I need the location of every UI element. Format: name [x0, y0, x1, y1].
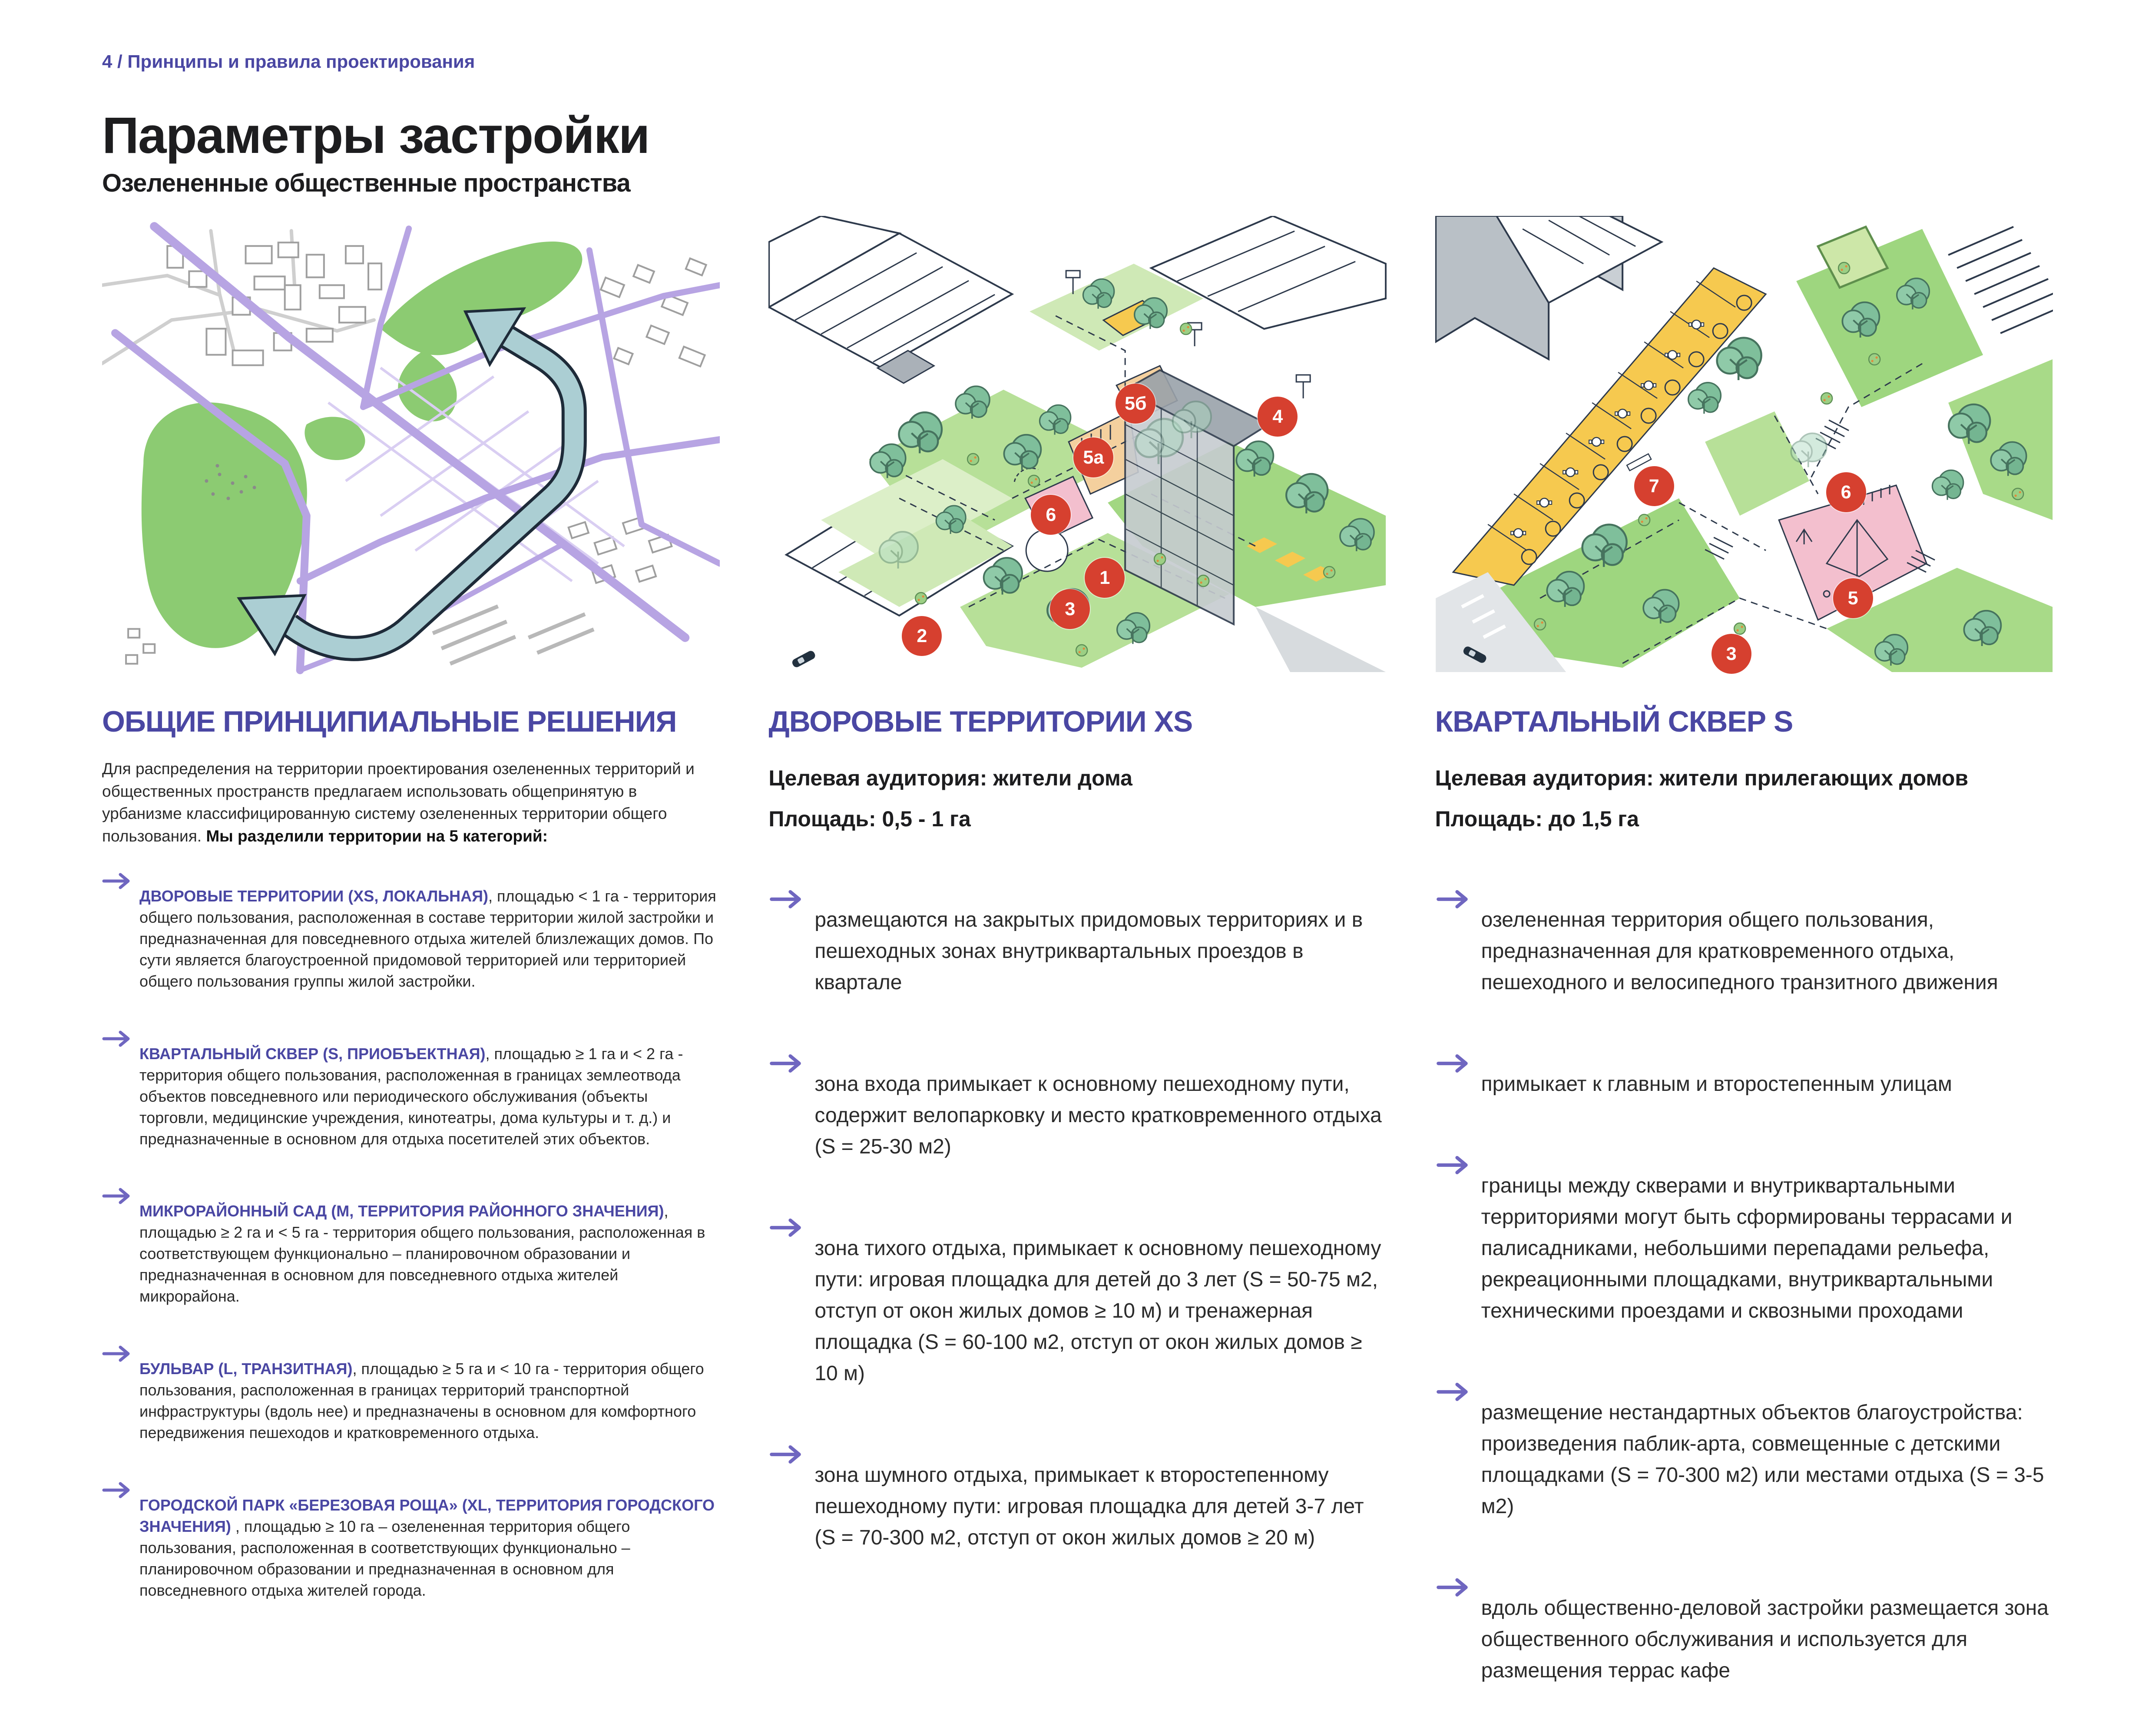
target-audience: Целевая аудитория: жители прилегающих домов: [1435, 765, 1969, 790]
column-courtyard-xs: [768, 216, 1386, 1736]
breadcrumb: 4 / Принципы и правила проектирования: [102, 51, 475, 72]
arrow-right-icon: [768, 1444, 802, 1466]
category-title: МИКРОРАЙОННЫЙ САД (М, ТЕРРИТОРИЯ РАЙОННОГО ЗНАЧЕНИЯ): [139, 1202, 664, 1220]
list-item-text: [139, 1044, 720, 1150]
target-audience: Целевая аудитория: жители дома: [768, 765, 1132, 790]
category-description: , площадью ≥ 5 га и < 10 га - территория общего пользования, расположенная в границах территорий транспортной инфраструктуры (вдоль нее) и предназначены в основном для комфортного передвижения пешеходов и кратковременного отдыха.: [139, 1360, 704, 1442]
list-item-text: [139, 1201, 720, 1307]
list-item-text: озелененная территория общего пользования, предназначенная для кратковременного отдыха, пешеходного и велосипедного транзитного движения: [1481, 908, 1998, 994]
list-item: [768, 1048, 1386, 1183]
list-item: [768, 1212, 1386, 1410]
numbered-marker: 2: [902, 616, 942, 656]
section-heading-general: ОБЩИЕ ПРИНЦИПИАЛЬНЫЕ РЕШЕНИЯ: [102, 705, 677, 739]
arrow-right-icon: [768, 1053, 802, 1075]
list-item-text: [139, 1358, 720, 1444]
numbered-marker: 6: [1826, 472, 1866, 512]
list-item: [1435, 1376, 2053, 1543]
list-item: [1435, 1048, 2053, 1121]
list-item-text: [139, 1495, 720, 1601]
category-description: , площадью ≥ 2 га и < 5 га - территория общего пользования, расположенная в соответствующем функционально – планировочном образовании и предназначенная в основном для повседневного отдыха жителей микрорайона.: [139, 1202, 705, 1305]
numbered-marker: 7: [1634, 466, 1674, 506]
arrow-right-icon: [1435, 1155, 1469, 1176]
category-title: ДВОРОВЫЕ ТЕРРИТОРИИ (XS, ЛОКАЛЬНАЯ): [139, 887, 488, 905]
list-item: [1435, 1150, 2053, 1348]
category-title: БУЛЬВАР (L, ТРАНЗИТНАЯ): [139, 1360, 353, 1378]
category-description: , площадью ≥ 10 га – озелененная территория общего пользования, расположенная в соответствующих функционально – планировочном образовании и предназначенная в основном для повседневного отдыха жителей города.: [139, 1517, 630, 1599]
category-title: КВАРТАЛЬНЫЙ СКВЕР (S, ПРИОБЪЕКТНАЯ): [139, 1044, 486, 1063]
category-title: ГОРОДСКОЙ ПАРК «БЕРЕЗОВАЯ РОЩА» (XL, ТЕРРИТОРИЯ ГОРОДСКОГО ЗНАЧЕНИЯ): [139, 1496, 715, 1535]
arrow-right-icon: [102, 872, 130, 891]
numbered-marker: 5: [1833, 578, 1873, 618]
list-item-text: размещаются на закрытых придомовых территориях и в пешеходных зонах внутриквартальных проездов в квартале: [814, 908, 1363, 994]
courtyard-xs-figure: [768, 216, 1386, 674]
numbered-marker: 3: [1711, 634, 1751, 674]
arrow-right-icon: [768, 889, 802, 911]
list-item: [102, 1343, 720, 1459]
arrow-right-icon: [102, 1187, 130, 1206]
list-item: [1435, 1572, 2053, 1707]
arrow-right-icon: [1435, 1577, 1469, 1599]
column-general: [102, 216, 720, 1736]
page-title: Параметры застройки: [102, 107, 649, 164]
city-map-figure: [102, 216, 720, 674]
list-item-text: размещение нестандартных объектов благоустройства: произведения паблик-арта, совмещенные с детскими площадками (S = 70-300 м2) или местами отдыха (S = 3-5 м2): [1481, 1401, 2044, 1518]
category-description: , площадью < 1 га - территория общего пользования, расположенная в составе территории жилой застройки и предназначенная для повседневного отдыха жителей близлежащих домов. По сути является благоустроенной придомовой территорией или территорией общего пользования группы жилой застройки.: [139, 887, 716, 990]
numbered-marker: 5a: [1073, 437, 1113, 477]
list-item: [1435, 884, 2053, 1019]
list-item: [768, 884, 1386, 1019]
arrow-right-icon: [102, 1345, 130, 1364]
list-item: [102, 1028, 720, 1166]
content-columns: [102, 216, 2053, 1736]
list-item-text: зона входа примыкает к основному пешеходному пути, содержит велопарковку и место кратковременного отдыха (S = 25-30 м2): [814, 1072, 1382, 1158]
numbered-marker: 3: [1050, 589, 1090, 629]
arrow-right-icon: [102, 1481, 130, 1500]
list-item: [768, 1439, 1386, 1574]
intro-bold-text: Мы разделили территории на 5 категорий:: [206, 827, 548, 845]
arrow-right-icon: [1435, 1382, 1469, 1403]
arrow-right-icon: [102, 1030, 130, 1049]
list-item-text: [139, 886, 720, 992]
intro-text: Для распределения на территории проектирования озелененных территорий и общественных пространств предлагаем использовать общепринятую в урбанизме классифицированную систему озелененных территории общего пользования.: [102, 759, 695, 845]
feature-list: [1435, 884, 2053, 1707]
arrow-right-icon: [1435, 1053, 1469, 1075]
area-value: Площадь: 0,5 - 1 га: [768, 806, 971, 831]
list-item-text: зона тихого отдыха, примыкает к основному пешеходному пути: игровая площадка для детей до 3 лет (S = 50-75 м2, отступ от окон жилых домов ≥ 10 м) и тренажерная площадка (S = 60-100 м2, отступ от окон жилых домов ≥ 10 м): [814, 1236, 1381, 1385]
list-item-text: примыкает к главным и второстепенным улицам: [1481, 1072, 1952, 1096]
page-subtitle: Озелененные общественные пространства: [102, 169, 630, 198]
list-item-text: границы между скверами и внутриквартальными территориями могут быть сформированы террасами и палисадниками, небольшими перепадами рельефа, рекреационными площадками, внутриквартальными техническими проездами и сквозными проходами: [1481, 1174, 2013, 1322]
feature-list: [768, 884, 1386, 1574]
numbered-marker: 6: [1031, 495, 1071, 535]
city-map-illustration: [102, 216, 720, 674]
square-s-figure: [1435, 216, 2053, 674]
section-heading-courtyard-xs: ДВОРОВЫЕ ТЕРРИТОРИИ XS: [768, 705, 1193, 739]
square-s-illustration: [1435, 216, 2053, 674]
category-list: [102, 870, 720, 1617]
section-heading-square-s: КВАРТАЛЬНЫЙ СКВЕР S: [1435, 705, 1793, 739]
category-description: , площадью ≥ 1 га и < 2 га - территория общего пользования, расположенная в границах землеотвода объектов повседневного или периодического обслуживания (объекты торговли, медицинские учреждения, кинотеатры, дома культуры и т. д.) и предназначенные в основном для отдыха посетителей этих объектов.: [139, 1044, 683, 1148]
arrow-right-icon: [768, 1217, 802, 1239]
list-item: [102, 1479, 720, 1617]
intro-paragraph: [102, 758, 720, 848]
numbered-marker: 1: [1085, 558, 1125, 598]
list-item: [102, 870, 720, 1008]
column-square-s: [1435, 216, 2053, 1736]
list-item: [102, 1185, 720, 1323]
list-item-text: вдоль общественно-деловой застройки размещается зона общественного обслуживания и используется для размещения террас кафе: [1481, 1596, 2049, 1682]
arrow-right-icon: [1435, 889, 1469, 911]
area-value: Площадь: до 1,5 га: [1435, 806, 1639, 831]
numbered-marker: 5б: [1116, 384, 1155, 424]
numbered-marker: 4: [1258, 397, 1298, 437]
list-item-text: зона шумного отдыха, примыкает к второстепенному пешеходному пути: игровая площадка для детей 3-7 лет (S = 70-300 м2, отступ от окон жилых домов ≥ 20 м): [814, 1463, 1364, 1549]
